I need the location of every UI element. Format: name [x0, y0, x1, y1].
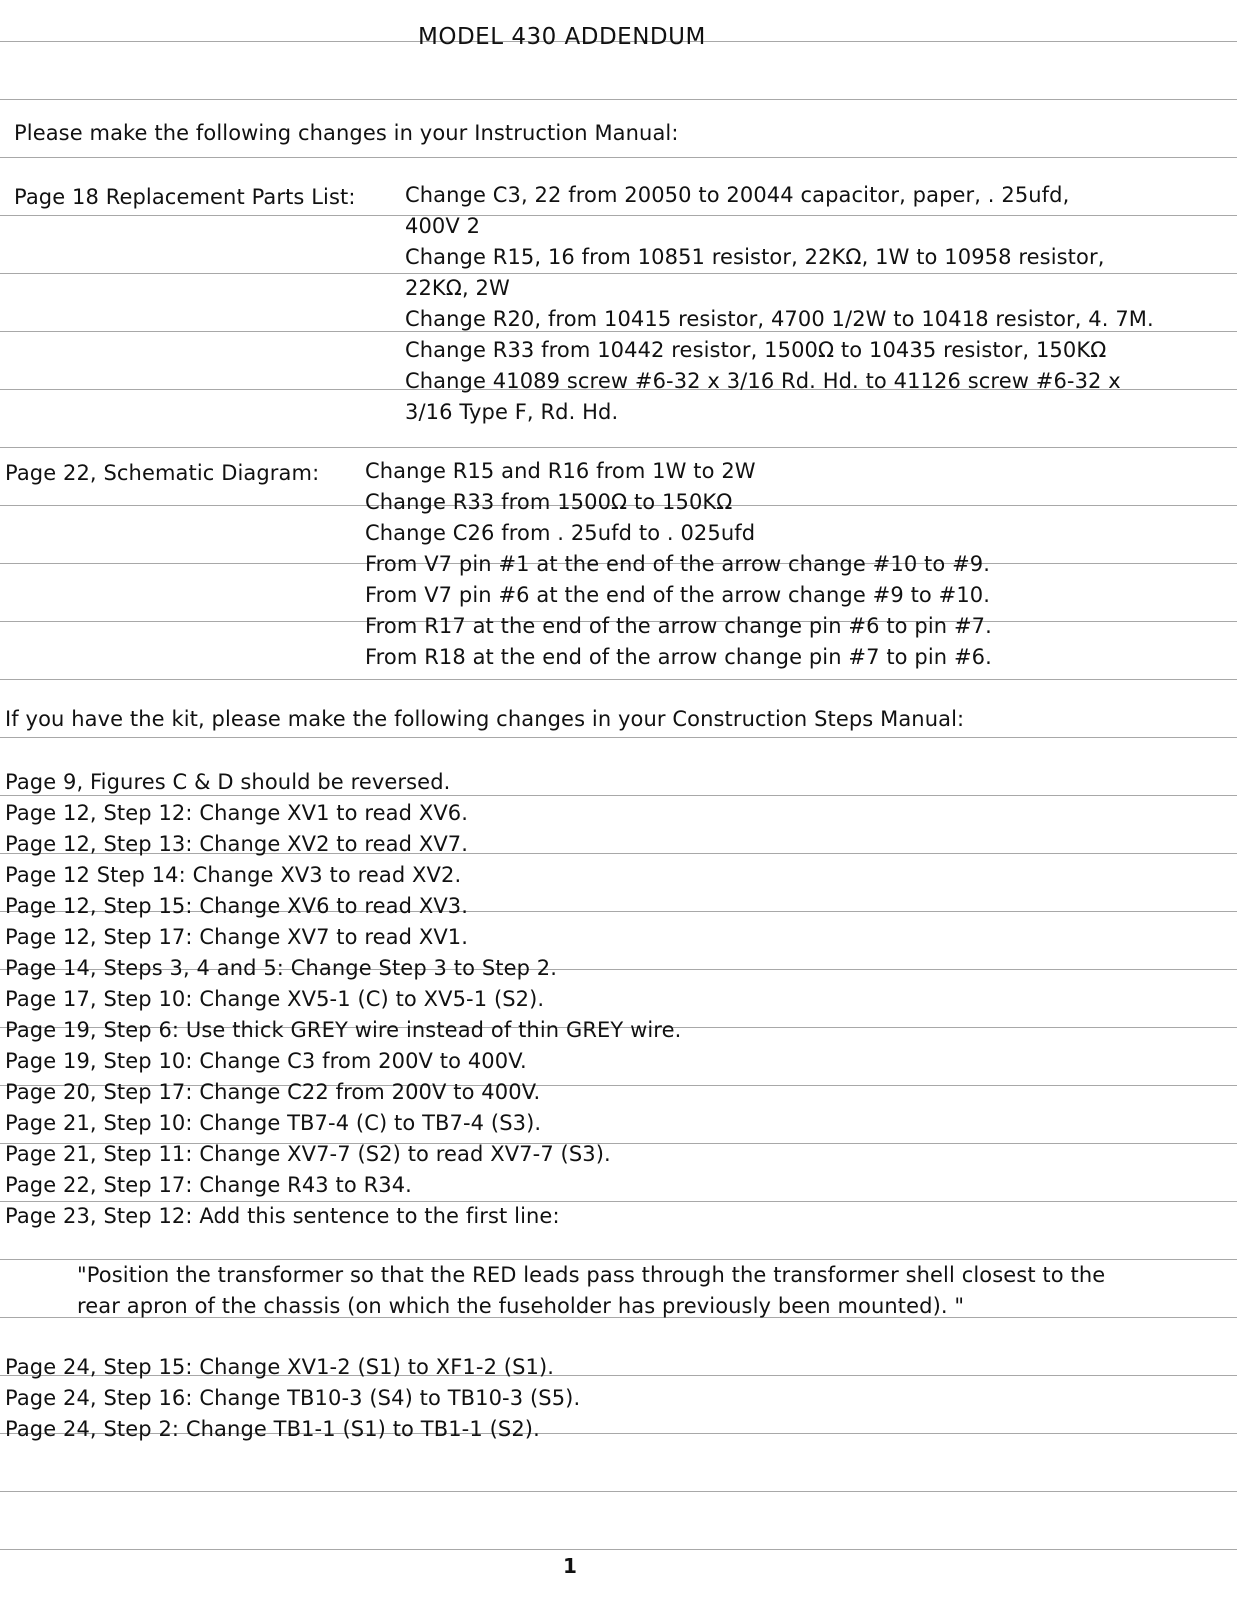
page-number: 1: [563, 1554, 578, 1578]
parts-list-line: 400V 2: [405, 214, 481, 238]
final-change-line: Page 24, Step 2: Change TB1-1 (S1) to TB1-1 (S2).: [5, 1417, 540, 1441]
kit-change-line: Page 17, Step 10: Change XV5-1 (C) to XV5-1 (S2).: [5, 987, 545, 1011]
parts-list-line: Change R20, from 10415 resistor, 4700 1/2W to 10418 resistor, 4. 7M.: [405, 307, 1154, 331]
quote-line: "Position the transformer so that the RED leads pass through the transformer shell closest to the: [77, 1263, 1106, 1287]
kit-change-line: Page 12, Step 15: Change XV6 to read XV3.: [5, 894, 469, 918]
schematic-line: From V7 pin #6 at the end of the arrow change #9 to #10.: [365, 583, 991, 607]
ruling-line: [0, 99, 1237, 100]
schematic-line: From R18 at the end of the arrow change pin #7 to pin #6.: [365, 645, 992, 669]
final-change-line: Page 24, Step 16: Change TB10-3 (S4) to TB10-3 (S5).: [5, 1386, 581, 1410]
kit-change-line: Page 9, Figures C & D should be reversed.: [5, 770, 451, 794]
kit-change-line: Page 19, Step 10: Change C3 from 200V to 400V.: [5, 1049, 527, 1073]
schematic-line: From R17 at the end of the arrow change pin #6 to pin #7.: [365, 614, 992, 638]
page-title: MODEL 430 ADDENDUM: [418, 24, 706, 50]
kit-change-line: Page 20, Step 17: Change C22 from 200V to 400V.: [5, 1080, 541, 1104]
parts-list-line: 22KΩ, 2W: [405, 276, 510, 300]
ruling-line: [0, 679, 1237, 680]
kit-change-line: Page 12 Step 14: Change XV3 to read XV2.: [5, 863, 462, 887]
kit-change-line: Page 12, Step 13: Change XV2 to read XV7.: [5, 832, 469, 856]
kit-intro-text: If you have the kit, please make the following changes in your Construction Steps Manual:: [5, 707, 965, 731]
ruling-line: [0, 795, 1237, 796]
parts-list-line: Change 41089 screw #6-32 x 3/16 Rd. Hd. to 41126 screw #6-32 x: [405, 369, 1121, 393]
ruling-line: [0, 215, 1237, 216]
ruling-line: [0, 447, 1237, 448]
schematic-label: Page 22, Schematic Diagram:: [5, 461, 320, 485]
ruling-line: [0, 1259, 1237, 1260]
kit-change-line: Page 14, Steps 3, 4 and 5: Change Step 3 to Step 2.: [5, 956, 558, 980]
kit-change-line: Page 22, Step 17: Change R43 to R34.: [5, 1173, 412, 1197]
kit-change-line: Page 12, Step 12: Change XV1 to read XV6.: [5, 801, 469, 825]
schematic-line: From V7 pin #1 at the end of the arrow change #10 to #9.: [365, 552, 991, 576]
kit-change-line: Page 12, Step 17: Change XV7 to read XV1.: [5, 925, 469, 949]
ruling-line: [0, 273, 1237, 274]
ruling-line: [0, 1201, 1237, 1202]
parts-list-line: 3/16 Type F, Rd. Hd.: [405, 400, 619, 424]
ruling-line: [0, 1491, 1237, 1492]
kit-change-line: Page 19, Step 6: Use thick GREY wire instead of thin GREY wire.: [5, 1018, 682, 1042]
ruling-line: [0, 157, 1237, 158]
intro-text: Please make the following changes in your Instruction Manual:: [14, 121, 679, 145]
schematic-line: Change C26 from . 25ufd to . 025ufd: [365, 521, 756, 545]
quote-line: rear apron of the chassis (on which the fuseholder has previously been mounted). ": [77, 1294, 965, 1318]
kit-change-line: Page 21, Step 10: Change TB7-4 (C) to TB7-4 (S3).: [5, 1111, 542, 1135]
kit-change-line: Page 23, Step 12: Add this sentence to the first line:: [5, 1204, 560, 1228]
ruling-line: [0, 737, 1237, 738]
ruling-line: [0, 1549, 1237, 1550]
parts-list-line: Change R15, 16 from 10851 resistor, 22KΩ, 1W to 10958 resistor,: [405, 245, 1105, 269]
kit-change-line: Page 21, Step 11: Change XV7-7 (S2) to read XV7-7 (S3).: [5, 1142, 611, 1166]
parts-list-label: Page 18 Replacement Parts List:: [14, 185, 356, 209]
parts-list-line: Change R33 from 10442 resistor, 1500Ω to 10435 resistor, 150KΩ: [405, 338, 1107, 362]
schematic-line: Change R33 from 1500Ω to 150KΩ: [365, 490, 733, 514]
schematic-line: Change R15 and R16 from 1W to 2W: [365, 459, 756, 483]
final-change-line: Page 24, Step 15: Change XV1-2 (S1) to XF1-2 (S1).: [5, 1355, 555, 1379]
parts-list-line: Change C3, 22 from 20050 to 20044 capacitor, paper, . 25ufd,: [405, 183, 1070, 207]
